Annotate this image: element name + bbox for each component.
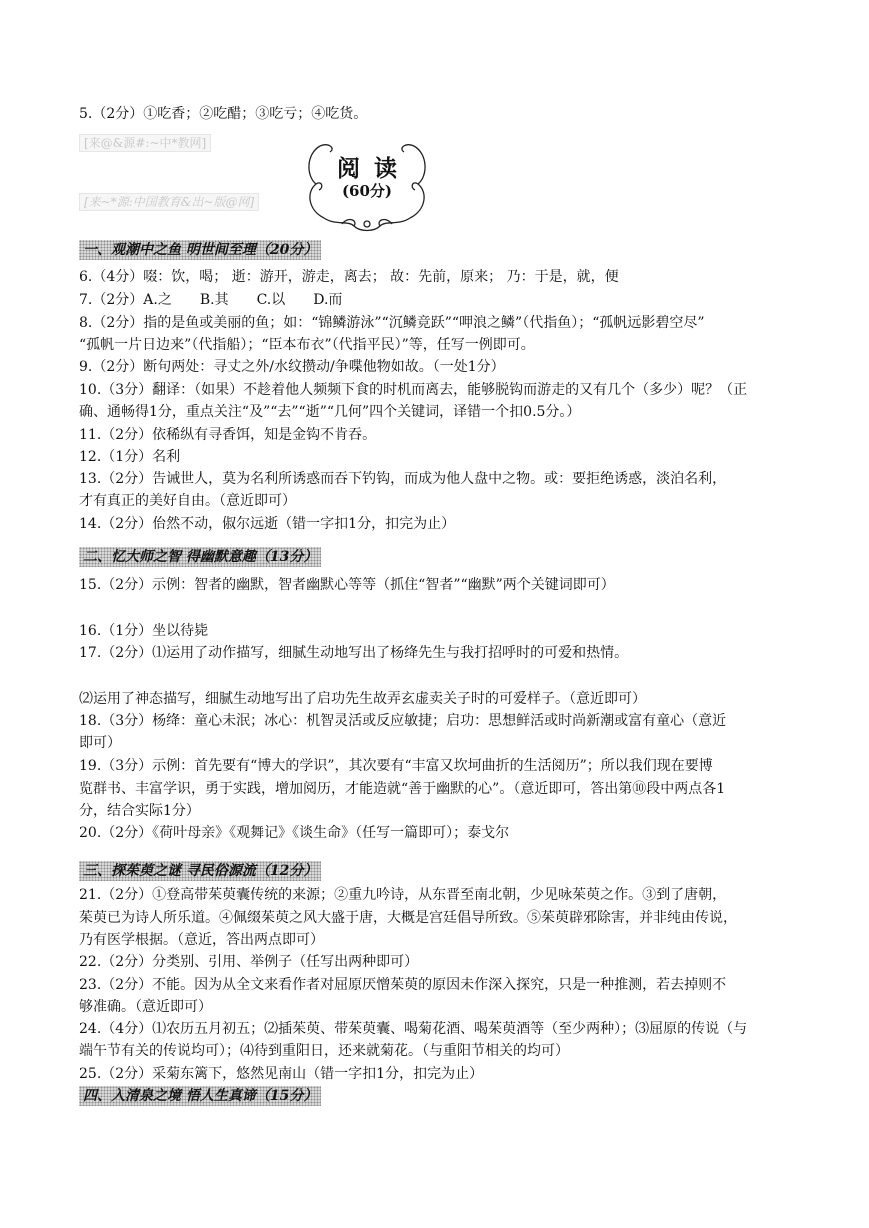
section-heading-4: 四、入清泉之境 悟人生真谛（15分） (79, 1086, 321, 1106)
answer-line: 乃有医学根据。（意近，答出两点即可） (79, 932, 324, 948)
answer-line: 即可） (79, 735, 121, 751)
answer-line: 才有真正的美好自由。（意近即可） (79, 493, 296, 509)
answer-line: 9.（2分）断句两处：寻丈之外/水纹攒动/争喋他物如故。（一处1分） (79, 359, 505, 375)
answer-line: 10.（3分）翻译：（如果）不趁着他人频频下食的时机而离去，能够脱钩而游走的又有几个（多少）呢？（正 (79, 382, 748, 398)
answer-line: 23.（2分）不能。因为从全文来看作者对屈原厌憎茱萸的原因未作深入探究，只是一种推测，若去掉则不 (79, 977, 727, 993)
answer-line: 览群书、丰富学识，勇于实践，增加阅历，才能造就“善于幽默的心”。（意近即可，答出第⑩段中两点各1 (79, 781, 726, 797)
watermark-text: [来~*源:中国教育&出~版@网] (79, 193, 259, 211)
section-heading-3: 三、探茱萸之谜 寻民俗源流（12分） (79, 861, 321, 881)
answer-line: 够准确。（意近即可） (79, 999, 212, 1015)
banner-title: 阅读 (337, 155, 411, 182)
answer-line: 端午节有关的传说均可）；⑷待到重阳日，还来就菊花。（与重阳节相关的均可） (79, 1043, 569, 1059)
answer-line: 18.（3分）杨绛：童心未泯；冰心：机智灵活或反应敏捷；启功：思想鲜活或时尚新潮或富有童心（意近 (79, 713, 727, 729)
answer-line: 25.（2分）采菊东篱下，悠然见南山（错一字扣1分，扣完为止） (79, 1066, 484, 1082)
answer-line: 6.（4分）啜：饮，喝； 逝：游开，游走，离去； 故：先前，原来； 乃：于是，就，便 (79, 269, 619, 285)
answer-line: 20.（2分）《荷叶母亲》《观舞记》《谈生命》（任写一篇即可）；泰戈尔 (79, 825, 510, 841)
answer-line: 16.（1分）坐以待毙 (79, 623, 209, 639)
answer-line: 8.（2分）指的是鱼或美丽的鱼；如：“锦鳞游泳”“沉鳞竞跃”“呷浪之鳞”（代指鱼）；“孤帆远影碧空尽” (79, 315, 705, 331)
answer-line: 确、通畅得1分，重点关注“及”“去”“逝”“几何”四个关键词，译错一个扣0.5分。） (79, 404, 581, 420)
answer-line: 21.（2分）①登高带茱萸囊传统的来源；②重九吟诗，从东晋至南北朝，少见咏茱萸之作。③到了唐朝， (79, 887, 727, 903)
answer-line: 14.（2分）佁然不动，俶尔远逝（错一字扣1分，扣完为止） (79, 516, 456, 532)
answer-line: 13.（2分）告诫世人，莫为名利所诱惑而吞下钓钩，而成为他人盘中之物。或：要拒绝诱惑，淡泊名利， (79, 471, 727, 487)
answer-line: ⑵运用了神态描写，细腻生动地写出了启功先生故弄玄虚卖关子时的可爱样子。（意近即可） (79, 691, 646, 707)
answer-line: 19.（3分）示例：首先要有“博大的学识”，其次要有“丰富又坎坷曲折的生活阅历”；所以我们现在要博 (79, 758, 713, 774)
answer-line: 11.（2分）依稀纵有寻香饵，知是金钩不肯吞。 (79, 427, 377, 443)
answer-line: 24.（4分）⑴农历五月初五；⑵插茱萸、带茱萸囊、喝菊花酒、喝茱萸酒等（至少两种）；⑶屈原的传说（与 (79, 1021, 748, 1037)
banner-subtitle: (60分) (341, 182, 393, 200)
reading-banner (302, 140, 432, 232)
answer-line: 7.（2分）A.之 B.其 C.以 D.而 (79, 292, 343, 308)
answer-line: 12.（1分）名利 (79, 449, 181, 465)
answer-line: 22.（2分）分类别、引用、举例子（任写出两种即可） (79, 954, 419, 970)
answer-line: 15.（2分）示例：智者的幽默，智者幽默心等等（抓住“智者”“幽默”两个关键词即可） (79, 577, 615, 593)
answer-line: 17.（2分）⑴运用了动作描写，细腻生动地写出了杨绛先生与我打招呼时的可爱和热情。 (79, 645, 629, 661)
section-heading-1: 一、观潮中之鱼 明世间至理（20分） (79, 240, 321, 260)
answer-line: “孤帆一片日边来”（代指船）；“臣本布衣”（代指平民）”等，任写一例即可。 (79, 337, 535, 353)
section-heading-2: 二、忆大师之智 得幽默意趣（13分） (79, 547, 321, 567)
answer-line: 分，结合实际1分） (79, 803, 200, 819)
answer-line: 5.（2分）①吃香；②吃醋；③吃亏；④吃货。 (79, 106, 368, 122)
answer-line: 茱萸已为诗人所乐道。④佩缀茱萸之风大盛于唐，大概是宫廷倡导所致。⑤茱萸辟邪除害，并非纯由传说， (79, 910, 737, 926)
watermark-text: [来@&源#:~中*教网] (79, 134, 211, 152)
